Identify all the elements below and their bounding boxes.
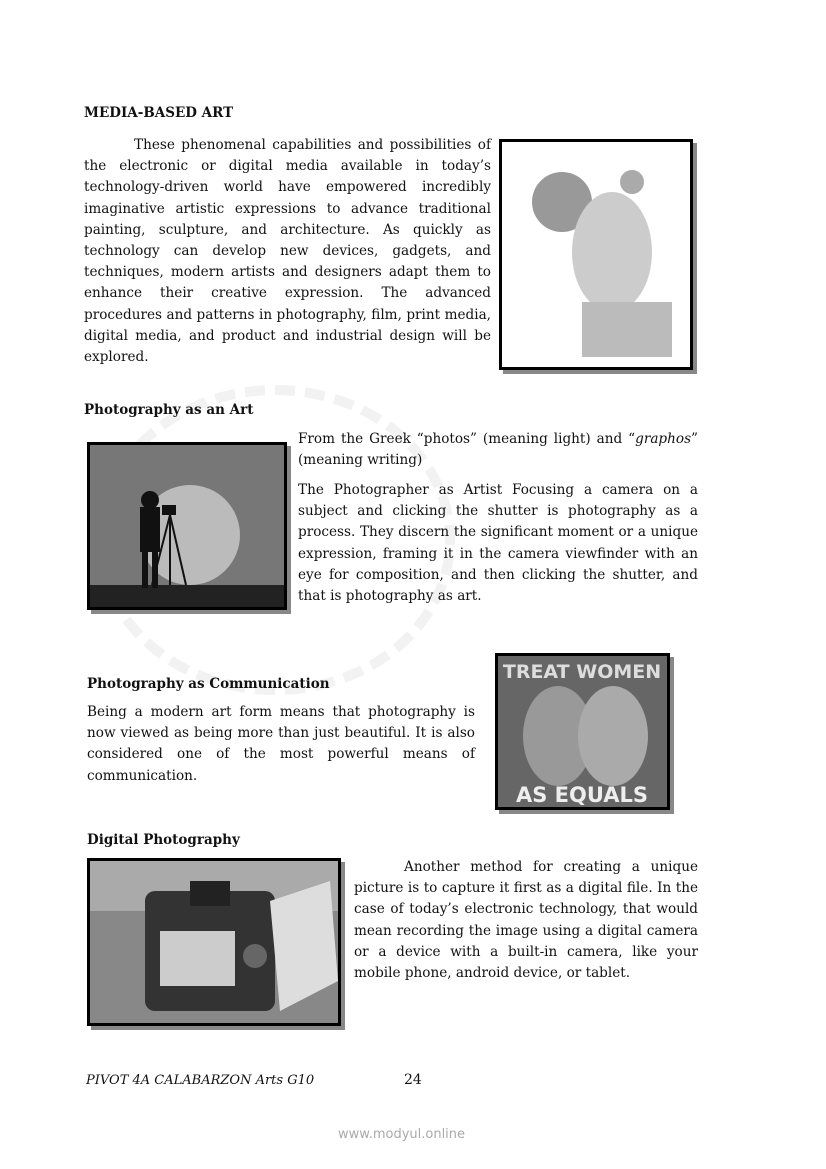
etymology-italic: graphos (635, 431, 692, 447)
digital-body: Another method for creating a unique picture is to capture it first as a digital file. In the case of today’s electronic technology, that would mean recording the image using a digital camera or a device with a built-in camera, like your mobile phone, android device, or tablet. (354, 859, 698, 982)
etymology (298, 429, 698, 471)
art-woman-image (499, 139, 693, 370)
section-title: MEDIA-BASED ART (84, 105, 234, 121)
photographer-image (87, 442, 287, 610)
footer-title: PIVOT 4A CALABARZON Arts G10 (86, 1073, 315, 1088)
site-watermark: www.modyul.online (338, 1127, 466, 1142)
etymology-text-end: ” (meaning writing) (298, 431, 698, 469)
digital-camera-image (87, 858, 341, 1026)
photo-comm-body: Being a modern art form means that photography is now viewed as being more than just beautiful. It is also considered one of the most powerful means of communication. (87, 704, 475, 784)
photo-comm-title: Photography as Communication (87, 676, 330, 692)
etymology-text: From the Greek “photos” (meaning light) and “ (298, 431, 636, 447)
intro-paragraph: These phenomenal capabilities and possibilities of the electronic or digital media available in today’s technology-driven world have empowered incredibly imaginative artistic expressions to advance traditional painting, sculpture, and architecture. As quickly as technology can develop new devices, gadgets, and techniques, modern artists and designers adapt them to enhance their creative expression. The advanced procedures and patterns in photography, film, print media, digital media, and product and industrial design will be explored. (84, 137, 491, 366)
photo-art-body: The Photographer as Artist Focusing a camera on a subject and clicking the shutter is photography as a process. They discern the significant moment or a unique expression, framing it in the camera viewfinder with an eye for composition, and then clicking the shutter, and that is photography as art. (298, 482, 698, 605)
digital-title: Digital Photography (87, 832, 240, 848)
page-number: 24 (404, 1072, 422, 1088)
poster-top-text: TREAT WOMEN (502, 661, 662, 683)
poster-bottom-text: AS EQUALS (515, 783, 649, 807)
treat-women-poster (495, 653, 670, 810)
photo-art-title: Photography as an Art (84, 402, 254, 418)
